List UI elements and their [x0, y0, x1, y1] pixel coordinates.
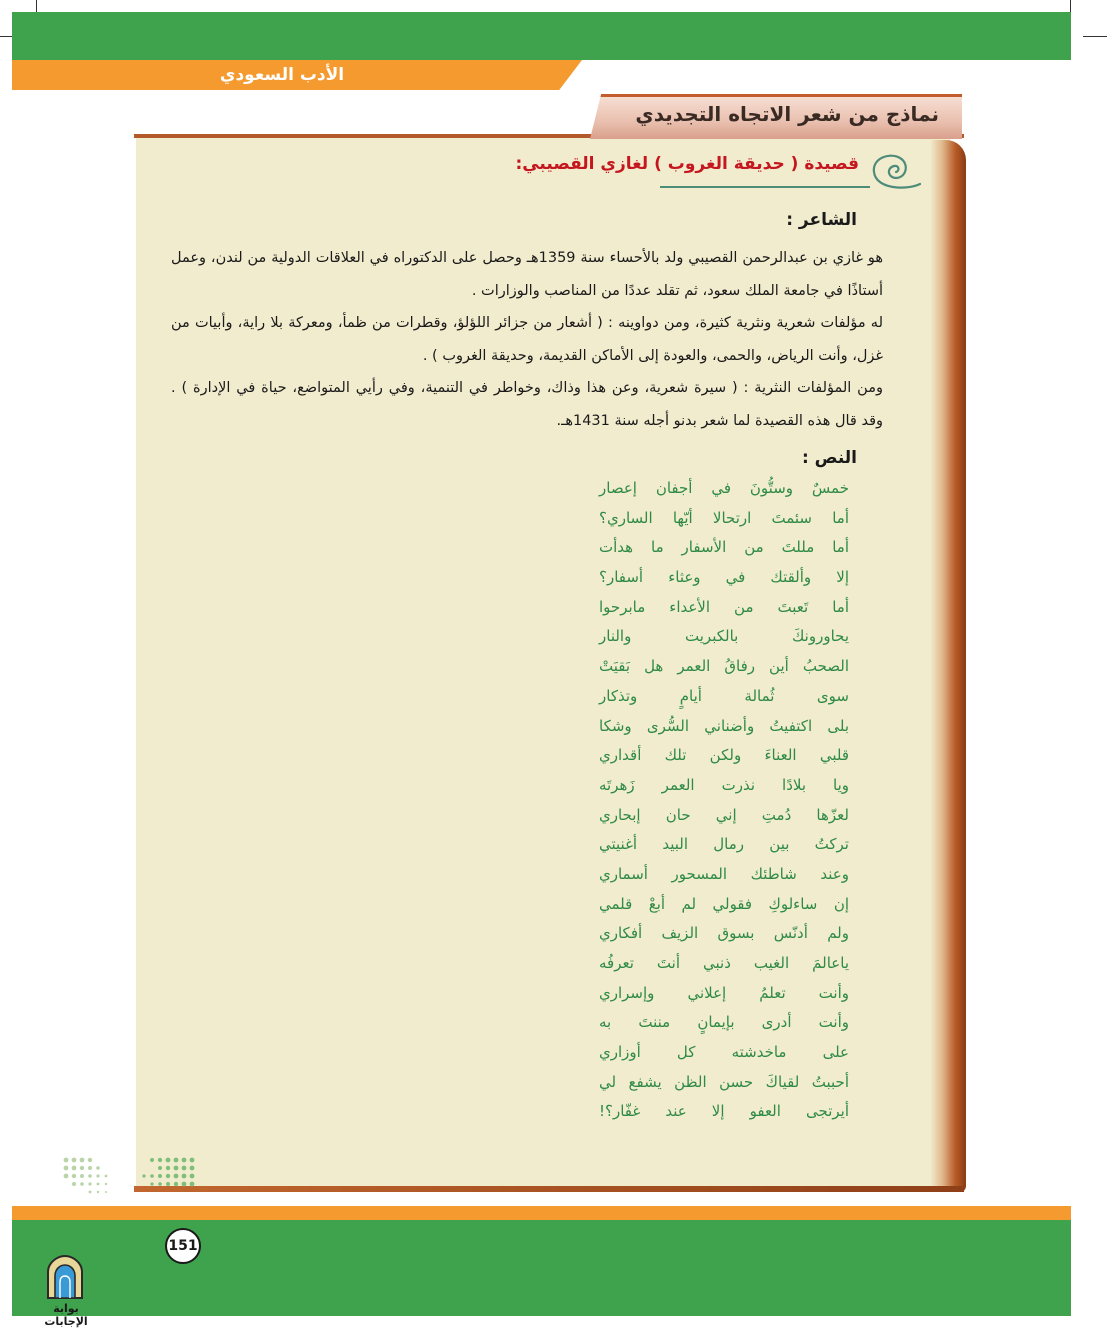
verse: وعند شاطئك المسحور أسماري: [599, 864, 849, 883]
verse: إن ساءلوكِ فقولي لم أبعْ قلمي: [599, 894, 849, 913]
text-label: النص :: [801, 448, 857, 468]
verse: وأنت أدرى بإيمانٍ مننتَ به: [599, 1013, 849, 1032]
verse: قلبي العناءَ ولكن تلك أقداري: [599, 746, 849, 765]
verse: تركتُ بين رمال البيد أغنيتي: [599, 835, 849, 854]
bio-paragraph: له مؤلفات شعرية ونثرية كثيرة، ومن دواوينه : ( أشعار من جزائر اللؤلؤ، وقطرات من ظمأ، ومعركة بلا راية، وأبيات من غزل، وأنت الرياض، والحمى، والعودة إلى الأماكن القديمة، وحديقة الغروب ) .: [171, 315, 883, 364]
verse: أحببتُ لقياكَ حسن الظن يشفع لي: [599, 1072, 849, 1091]
page-curl: [930, 140, 966, 1192]
top-green-band: [12, 12, 1071, 60]
verse: يحاورونكَ بالكبريت والنار: [599, 627, 849, 646]
crop-mark: [1083, 36, 1107, 37]
bio-paragraph: هو غازي بن عبدالرحمن القصيبي ولد بالأحساء سنة 1359هـ وحصل على الدكتوراه في العلاقات الدولية من لندن، وعمل أستاذًا في جامعة الملك سعود، ثم تقلد عددًا من المناصب والوزارات .: [171, 250, 883, 299]
verse: سوى ثُمالة أيامٍ وتذكار: [599, 686, 849, 705]
verse: لعزّها دُمتِ إني حان إبحاري: [599, 805, 849, 824]
bottom-orange-band: [12, 1206, 1071, 1220]
section-title: الأدب السعودي: [219, 65, 345, 85]
verse: وأنت تعلمُ إعلاني وإسراري: [599, 983, 849, 1002]
site-label: بوابة الإجابات: [44, 1302, 88, 1328]
verse: الصحبُ أين رفاقُ العمر هل بَقيَتْ: [599, 657, 849, 676]
heading-underline: [660, 186, 870, 188]
verse: بلى اكتفيتُ وأضناني السُّرى وشكا: [599, 716, 849, 735]
poem-heading: قصيدة ( حديقة الغروب ) لغازي القصيبي:: [515, 154, 859, 174]
panel-bottom-edge: [134, 1186, 964, 1192]
verse: ويا بلادًا نذرت العمر زَهرتَه: [599, 775, 849, 794]
verse: ولم أدنّس بسوق الزيف أفكاري: [599, 924, 849, 943]
verse: ياعالمَ الغيب ذنبي أنتَ تعرفُه: [599, 954, 849, 972]
verse: أيرتجى العفو إلا عند غفّار؟!: [599, 1102, 849, 1121]
verse: على ماخدشته كل أوزاري: [599, 1043, 849, 1062]
page-title: نماذج من شعر الاتجاه التجديدي: [635, 102, 939, 126]
poet-label: الشاعر :: [786, 210, 857, 230]
gate-logo-icon: [44, 1254, 86, 1300]
verse: أما سئمتَ ارتحالا أيّها الساري؟: [599, 508, 849, 527]
bio-paragraph: ومن المؤلفات النثرية : ( سيرة شعرية، وعن هذا وذاك، وخواطر في التنمية، وفي رأيي المتواضع، حياة في الإدارة ) . وقد قال هذه القصيدة لما شعر بدنو أجله سنة 1431هـ.: [171, 380, 883, 429]
page-number: 151: [165, 1228, 201, 1264]
dot-pattern-icon: [62, 1156, 197, 1196]
poet-biography: [171, 242, 883, 437]
verse: خمسٌ وستُّونَ في أجفان إعصار: [599, 479, 849, 497]
spiral-ornament-icon: [868, 150, 924, 192]
verse: أما تَعبتَ من الأعداء مابرحوا: [599, 597, 849, 616]
verse: أما مللتَ من الأسفار ما هدأت: [599, 538, 849, 557]
poem-verses: [599, 474, 849, 1127]
verse: إلا وألقتك في وعثاء أسفار؟: [599, 568, 849, 587]
